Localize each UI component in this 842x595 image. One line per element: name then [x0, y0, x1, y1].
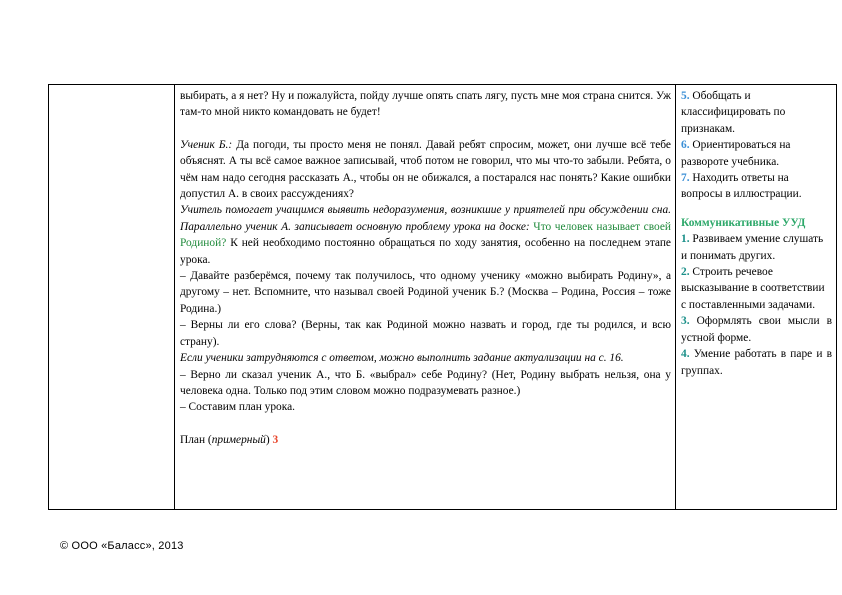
item-number: 6. [681, 139, 690, 152]
lesson-problem: Что человек называет своей Родиной? [180, 220, 671, 250]
item-text: Строить речевое высказывание в соответствии с поставленными задачами. [681, 266, 825, 311]
item-number: 3. [681, 315, 690, 328]
item-text: Обобщать и классифицировать по признакам. [681, 90, 786, 135]
item-number: 7. [681, 172, 690, 185]
table-row [49, 85, 837, 510]
list-item [681, 313, 832, 346]
list-item [681, 88, 832, 137]
list-item [681, 170, 832, 203]
lesson-plan-line [180, 432, 671, 448]
paragraph-student-b [180, 137, 671, 203]
item-text: Развиваем умение слушать и понимать других. [681, 233, 824, 262]
paragraph: – Верно ли сказал ученик А., что Б. «выбрал» себе Родину? (Нет, Родину выбрать нельзя, она у человека одна. Только под этим словом можно подразумевать разное.) [180, 368, 671, 397]
paragraph: – Верны ли его слова? (Верны, так как Родиной можно назвать и город, где ты родился, и всю страну). [180, 319, 671, 348]
uud-cell [676, 85, 837, 510]
item-number: 5. [681, 90, 690, 102]
paragraph: выбирать, а я нет? Ну и пожалуйста, пойду лучше опять спать лягу, пусть мне моя страна снится. Уж там-то мной никто командовать не будет! [180, 90, 671, 119]
item-text: Оформлять свои мысли в устной форме. [681, 315, 832, 344]
list-item [681, 264, 832, 313]
paragraph-teacher-note [180, 202, 671, 268]
plan-label: План ( [180, 433, 212, 446]
teacher-note: Учитель помогает учащимся выявить недоразумения, возникшие у приятелей при обсуждении сна. Параллельно ученик А. записывает основную проблему урока на доске: [180, 204, 671, 233]
paragraph: – Давайте разберёмся, почему так получилось, что одному ученику «можно выбирать Родину», а другому – нет. Вспомните, что называл своей Родиной ученик Б.? (Москва – Родина, Россия – тоже Родина.) [180, 270, 671, 315]
list-item [681, 346, 832, 379]
empty-stage-cell [49, 85, 175, 510]
plan-number: 3 [272, 433, 279, 446]
paragraph-italic-note: Если ученики затрудняются с ответом, можно выполнить задание актуализации на с. 16. [180, 352, 624, 365]
list-item [681, 231, 832, 264]
copyright-footer: © ООО «Баласс», 2013 [60, 540, 184, 552]
paragraph: – Составим план урока. [180, 401, 296, 414]
list-item [681, 137, 832, 170]
plan-close: ) [265, 433, 273, 446]
communicative-heading: Коммуникативные УУД [681, 216, 806, 229]
problem-followup: К ней необходимо постоянно обращаться по ходу занятия, особенно на последнем этапе урока. [180, 237, 671, 266]
item-text: Находить ответы на вопросы в иллюстрации. [681, 172, 802, 201]
item-number: 2. [681, 266, 690, 279]
item-text: Ориентироваться на развороте учебника. [681, 139, 791, 168]
item-number: 4. [681, 348, 690, 361]
plan-italic: примерный [211, 433, 266, 446]
lesson-table [48, 84, 837, 510]
lesson-content-cell [175, 85, 676, 510]
speaker-text: Да погоди, ты просто меня не понял. Давай ребят спросим, может, они лучше всё тебе объяснят. А ты всё самое важное записывай, чтоб потом не говорил, что мы что-то забыли. Ребята, о чём нам надо сегодня рассказать А., чтобы он не обижался, а постарался нас понять? Какие ошибки допустил А. в своих рассуждениях? [180, 138, 671, 201]
item-number: 1. [681, 233, 690, 246]
item-text: Умение работать в паре и в группах. [681, 348, 832, 377]
speaker-label: Ученик Б.: [180, 138, 233, 151]
